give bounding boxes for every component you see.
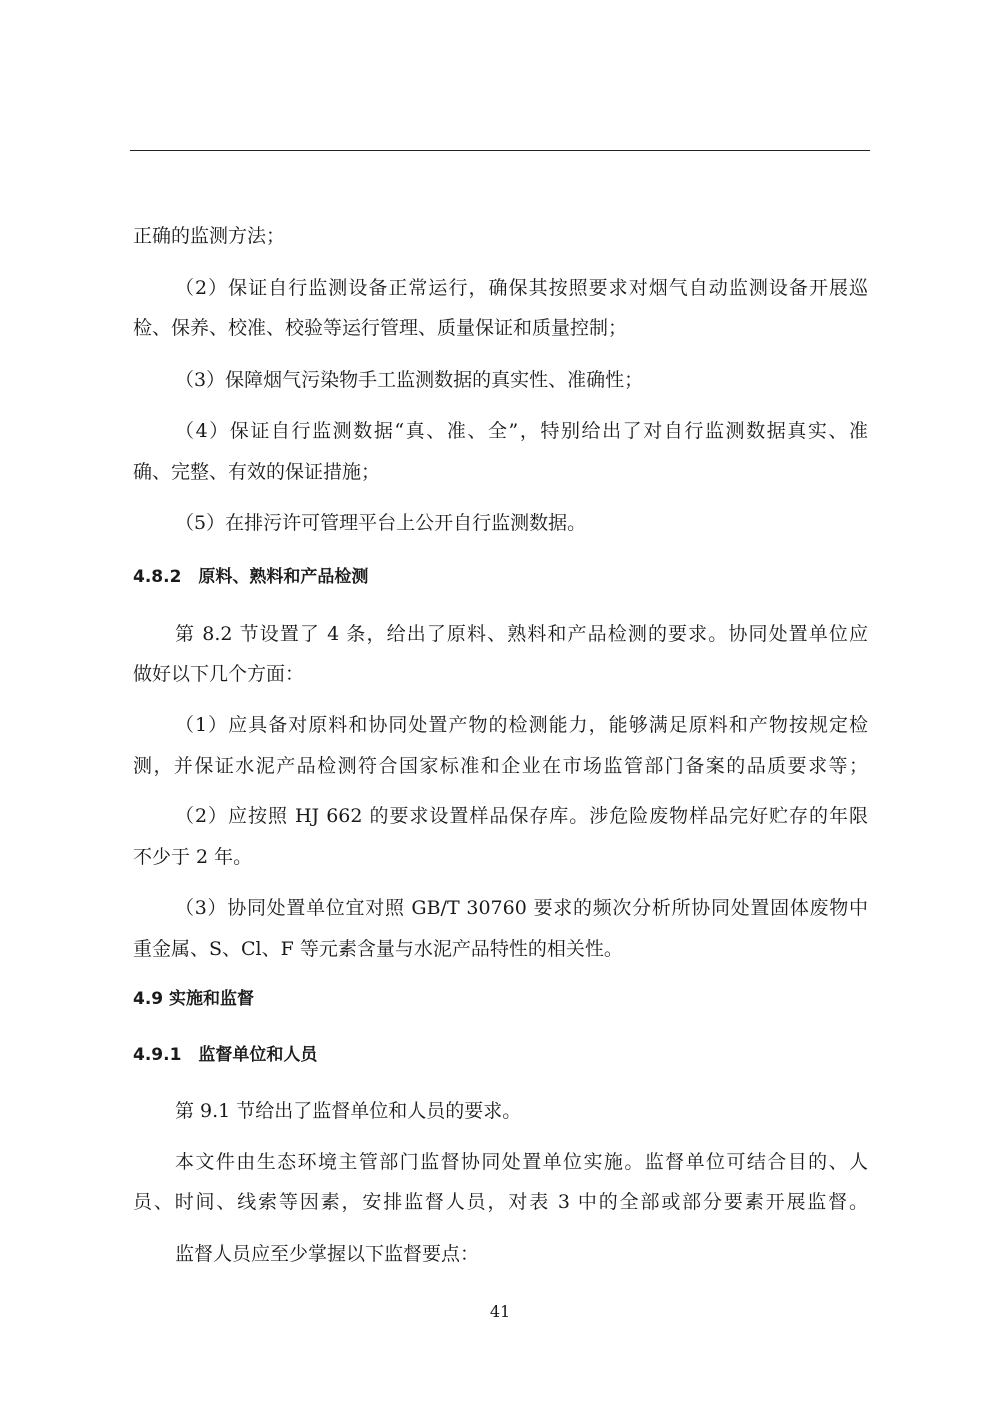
text-line: （2）应按照 HJ 662 的要求设置样品保存库。涉危险废物样品完好贮存的年限 [175,805,868,827]
text-line: 员、时间、线索等因素，安排监督人员，对表 3 中的全部或部分要素开展监督。 [133,1191,868,1213]
section-heading: 4.9 实施和监督 [133,989,255,1009]
text-line: （4）保证自行监测数据“真、准、全”，特别给出了对自行监测数据真实、准 [175,420,868,442]
text-line: （5）在排污许可管理平台上公开自行监测数据。 [175,512,587,534]
section-heading: 4.9.1 监督单位和人员 [133,1045,318,1065]
text-line: （3）保障烟气污染物手工监测数据的真实性、准确性； [175,369,644,391]
text-line: 确、完整、有效的保证措施； [133,461,381,483]
text-line: 本文件由生态环境主管部门监督协同处置单位实施。监督单位可结合目的、人 [175,1151,868,1173]
header-rule [130,150,870,151]
text-line: 正确的监测方法； [133,225,286,247]
text-line: 重金属、S、Cl、F 等元素含量与水泥产品特性的相关性。 [133,938,623,960]
text-line: （2）保证自行监测设备正常运行，确保其按照要求对烟气自动监测设备开展巡 [175,277,868,299]
text-line: 测，并保证水泥产品检测符合国家标准和企业在市场监管部门备案的品质要求等； [133,755,868,777]
text-line: 第 9.1 节给出了监督单位和人员的要求。 [175,1100,522,1122]
text-line: 监督人员应至少掌握以下监督要点： [175,1243,480,1265]
page-number: 41 [489,1302,511,1321]
text-line: （1）应具备对原料和协同处置产物的检测能力，能够满足原料和产物按规定检 [175,714,868,736]
text-line: 检、保养、校准、校验等运行管理、质量保证和质量控制； [133,317,628,339]
text-line: （3）协同处置单位宜对照 GB/T 30760 要求的频次分析所协同处置固体废物中 [175,897,868,919]
text-line: 不少于 2 年。 [133,846,253,868]
text-line: 第 8.2 节设置了 4 条，给出了原料、熟料和产品检测的要求。协同处置单位应 [175,623,868,645]
section-heading: 4.8.2 原料、熟料和产品检测 [133,567,369,587]
text-line: 做好以下几个方面： [133,663,305,685]
